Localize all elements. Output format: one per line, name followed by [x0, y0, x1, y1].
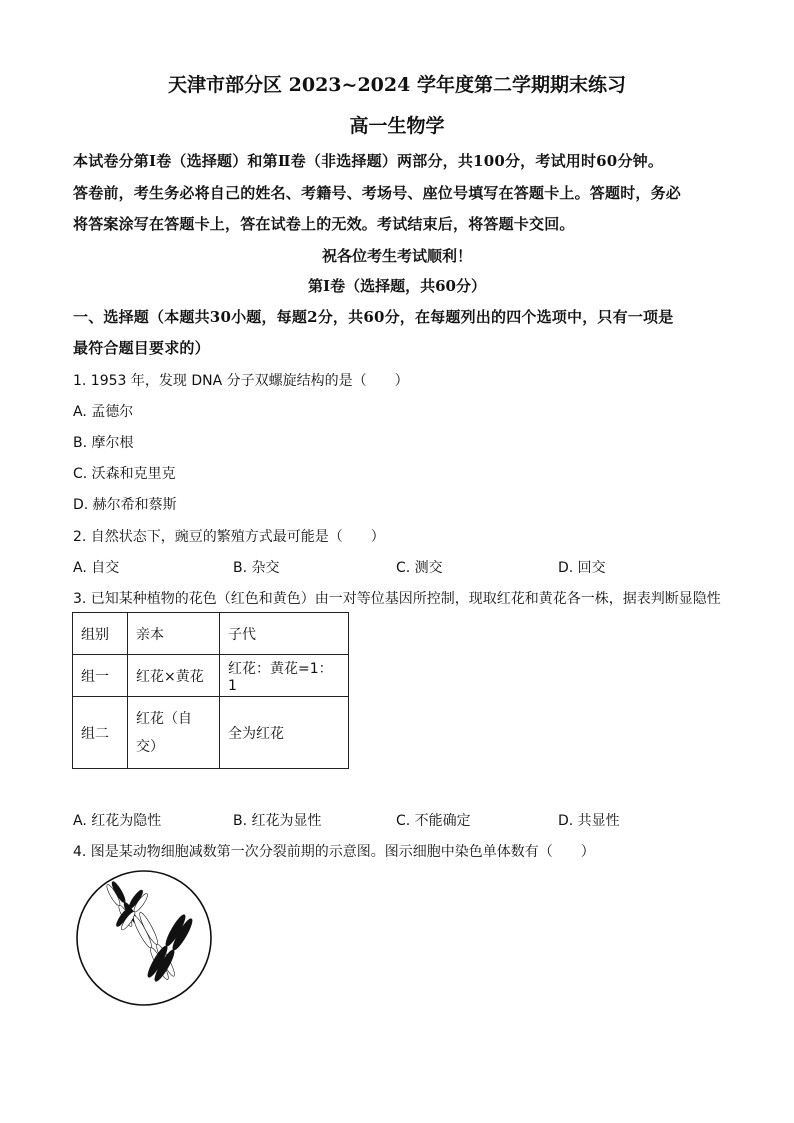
section-heading-line-1: 一、选择题（本题共30小题，每题2分，共60分，在每题列出的四个选项中，只有一项是 [73, 308, 674, 326]
table-cell-line: 红花（自 [136, 710, 192, 727]
section-heading-line-2: 最符合题目要求的） [73, 339, 210, 357]
table-header-cell: 亲本 [128, 613, 220, 655]
question-1-option-a: A. 孟德尔 [73, 404, 134, 420]
question-1-option-b: B. 摩尔根 [73, 435, 134, 451]
question-2-stem: 2. 自然状态下，豌豆的繁殖方式最可能是（ ） [73, 529, 385, 545]
question-2-option-d: D. 回交 [558, 560, 606, 576]
question-2-option-a: A. 自交 [73, 560, 120, 576]
question-1-option-d: D. 赫尔希和蔡斯 [73, 497, 177, 513]
question-3-option-c: C. 不能确定 [396, 813, 471, 829]
table-row [73, 655, 349, 697]
question-3-option-a: A. 红花为隐性 [73, 813, 162, 829]
exam-subject: 高一生物学 [349, 115, 445, 137]
table-cell: 组一 [73, 655, 128, 697]
table-cell: 全为红花 [220, 697, 349, 769]
question-3-stem: 3. 已知某种植物的花色（红色和黄色）由一对等位基因所控制，现取红花和黄花各一株，据表判断显隐性 [73, 591, 721, 607]
question-3-option-d: D. 共显性 [558, 813, 620, 829]
question-3-option-b: B. 红花为显性 [233, 813, 322, 829]
exam-title: 天津市部分区 2023~2024 学年度第二学期期末练习 [168, 74, 626, 96]
question-3-table [72, 612, 349, 769]
cell-diagram [74, 868, 214, 1008]
table-cell: 红花×黄花 [128, 655, 220, 697]
large-chromosome-pair [131, 911, 195, 983]
question-2-option-b: B. 杂交 [233, 560, 280, 576]
instruction-line-1: 本试卷分第Ⅰ卷（选择题）和第Ⅱ卷（非选择题）两部分，共100分，考试用时60分钟。 [73, 152, 664, 170]
table-header-cell: 组别 [73, 613, 128, 655]
table-cell-line: 交） [136, 738, 164, 755]
table-row [73, 697, 349, 769]
question-1-option-c: C. 沃森和克里克 [73, 466, 176, 482]
question-1-stem: 1. 1953 年，发现 DNA 分子双螺旋结构的是（ ） [73, 373, 409, 389]
table-header-cell: 子代 [220, 613, 349, 655]
part1-heading: 第Ⅰ卷（选择题，共60分） [308, 277, 486, 295]
good-luck-wish: 祝各位考生考试顺利！ [321, 247, 472, 265]
table-header-row [73, 613, 349, 655]
instruction-line-2: 答卷前，考生务必将自己的姓名、考籍号、考场号、座位号填写在答题卡上。答题时，务必 [73, 184, 682, 202]
table-cell: 红花：黄花=1：1 [220, 655, 349, 697]
instruction-line-3: 将答案涂写在答题卡上，答在试卷上的无效。考试结束后，将答题卡交回。 [73, 215, 575, 233]
table-cell: 组二 [73, 697, 128, 769]
question-4-stem: 4. 图是某动物细胞减数第一次分裂前期的示意图。图示细胞中染色单体数有（ ） [73, 844, 595, 860]
table-cell-wrapped [128, 697, 220, 769]
question-2-option-c: C. 测交 [396, 560, 443, 576]
